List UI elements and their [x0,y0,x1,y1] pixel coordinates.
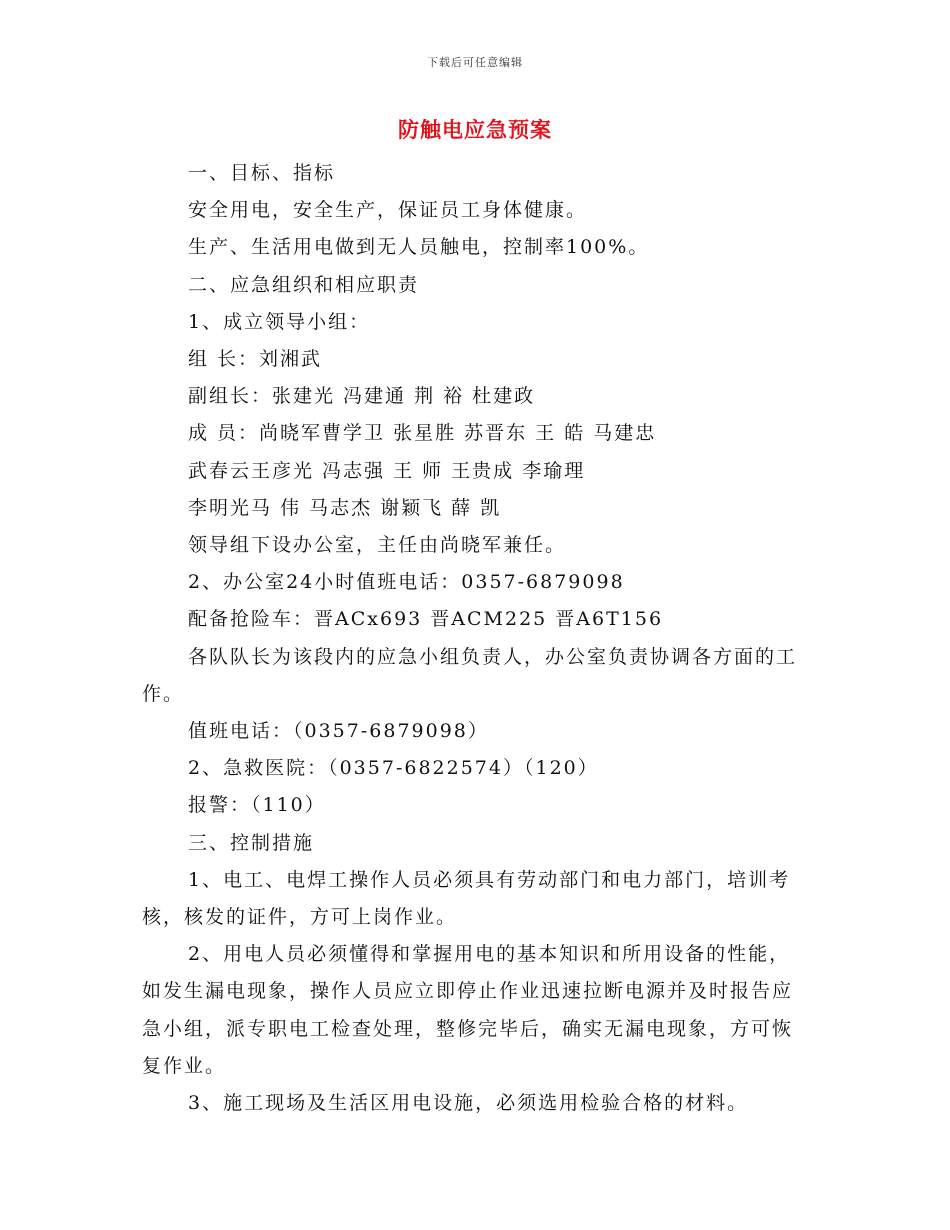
paragraph: 各队队长为该段内的应急小组负责人，办公室负责协调各方面的工作。 [142,645,798,705]
paragraph: 1、电工、电焊工操作人员必须具有劳动部门和电力部门，培训考核，核发的证件，方可上岗作业。 [142,868,791,929]
section-heading-control-measures: 三、控制措施 [188,831,315,854]
section-heading-organization: 二、应急组织和相应职责 [188,273,420,296]
paragraph: 2、用电人员必须懂得和掌握用电的基本知识和所用设备的性能，如发生漏电现象，操作人员应立即停止作业迅速拉断电源并及时报告应急小组，派专职电工检查处理，整修完毕后，确实无漏电现象，方可恢复作业。 [142,943,794,1077]
paragraph: 李明光马 伟 马志杰 谢颖飞 薛 凯 [188,496,502,519]
paragraph: 值班电话：（0357-6879098） [188,720,489,743]
paragraph: 成 员：尚晓军曹学卫 张星胜 苏晋东 王 皓 马建忠 [188,422,657,445]
paragraph: 安全用电，安全生产，保证员工身体健康。 [188,199,588,222]
header-note: 下载后可任意编辑 [427,56,523,69]
paragraph: 报警：（110） [188,794,326,817]
paragraph: 组 长：刘湘武 [188,348,323,371]
paragraph: 武春云王彦光 冯志强 王 师 王贵成 李瑜理 [188,459,586,482]
document-title: 防触电应急预案 [398,118,552,142]
paragraph: 2、急救医院：（0357-6822574）（120） [188,757,599,780]
paragraph: 1、成立领导小组： [188,310,371,333]
paragraph: 副组长：张建光 冯建通 荆 裕 杜建政 [188,385,536,408]
paragraph: 领导组下设办公室，主任由尚晓军兼任。 [188,534,567,557]
document-body [142,155,810,1122]
paragraph: 配备抢险车：晋ACx693 晋ACM225 晋A6T156 [188,608,664,631]
section-heading-goals: 一、目标、指标 [188,162,336,184]
paragraph: 生产、生活用电做到无人员触电，控制率100%。 [188,236,650,259]
paragraph: 3、施工现场及生活区用电设施，必须选用检验合格的材料。 [188,1092,749,1115]
paragraph: 2、办公室24小时值班电话：0357-6879098 [188,571,625,594]
